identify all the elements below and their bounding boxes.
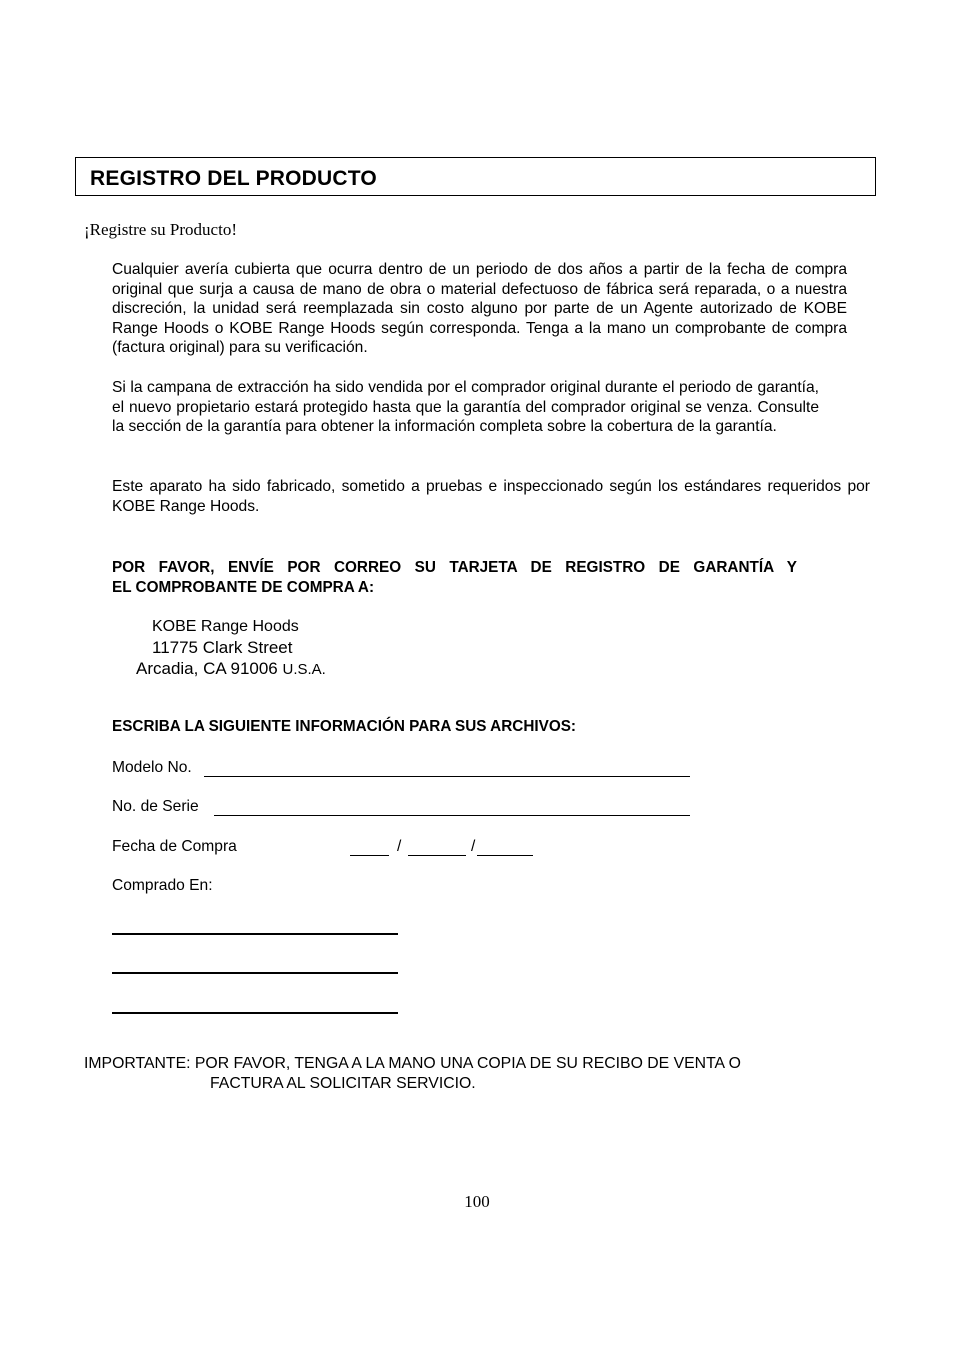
- purchased-at-line-1[interactable]: [112, 933, 398, 935]
- serial-input-line[interactable]: [214, 815, 690, 816]
- paragraph-standards: Este aparato ha sido fabricado, sometido a pruebas e inspeccionado según los estándares requeridos por KOBE Range Hoods.: [112, 478, 870, 515]
- address-street: 11775 Clark Street: [152, 638, 293, 657]
- purchased-at-line-2[interactable]: [112, 972, 398, 974]
- important-line2: FACTURA AL SOLICITAR SERVICIO.: [210, 1075, 476, 1092]
- paragraph-transfer: Si la campana de extracción ha sido vendida por el comprador original durante el periodo de garantía, el nuevo propietario estará protegido hasta que la garantía del comprador original se venza. Consulte la sección de la garantía para obtener la información completa sobre la cobertura de la garantía.: [112, 379, 819, 436]
- purchase-date-year-line[interactable]: [477, 855, 533, 856]
- model-label: Modelo No.: [112, 759, 192, 776]
- records-heading: ESCRIBA LA SIGUIENTE INFORMACIÓN PARA SUS ARCHIVOS:: [112, 718, 577, 735]
- intro-text: ¡Registre su Producto!: [84, 220, 237, 239]
- address-country: U.S.A.: [282, 661, 326, 678]
- purchase-date-label: Fecha de Compra: [112, 838, 237, 855]
- paragraph-warranty: Cualquier avería cubierta que ocurra dentro de un periodo de dos años a partir de la fecha de compra original que surja a causa de mano de obra o material defectuoso de fábrica será reparada, o a nuestra discreción, la unidad será reemplazada sin costo alguno por parte de un Agente autorizado de KOBE Range Hoods o KOBE Range Hoods según corresponda. Tenga a la mano un comprobante de compra (factura original) para su verificación.: [112, 261, 847, 357]
- important-line1: IMPORTANTE: POR FAVOR, TENGA A LA MANO UNA COPIA DE SU RECIBO DE VENTA O: [84, 1055, 741, 1072]
- purchased-at-line-3[interactable]: [112, 1012, 398, 1014]
- purchase-date-month-line[interactable]: [350, 855, 389, 856]
- serial-label: No. de Serie: [112, 798, 199, 815]
- page-number: 100: [464, 1192, 490, 1211]
- page-title: REGISTRO DEL PRODUCTO: [90, 167, 377, 190]
- address-city-line: [136, 659, 326, 679]
- purchased-at-label: Comprado En:: [112, 877, 213, 894]
- purchase-date-day-line[interactable]: [408, 855, 466, 856]
- section-title-box: [75, 157, 876, 196]
- date-separator-2: /: [471, 838, 476, 855]
- mail-heading: [112, 558, 797, 598]
- address-company: KOBE Range Hoods: [152, 618, 299, 635]
- mail-heading-line2: EL COMPROBANTE DE COMPRA A:: [112, 579, 375, 596]
- address-city: Arcadia, CA 91006: [136, 659, 278, 678]
- date-separator-1: /: [397, 838, 402, 855]
- model-input-line[interactable]: [204, 776, 690, 777]
- mail-heading-line1: POR FAVOR, ENVÍE POR CORREO SU TARJETA DE REGISTRO DE GARANTÍA Y: [112, 559, 797, 576]
- important-note: [84, 1054, 741, 1094]
